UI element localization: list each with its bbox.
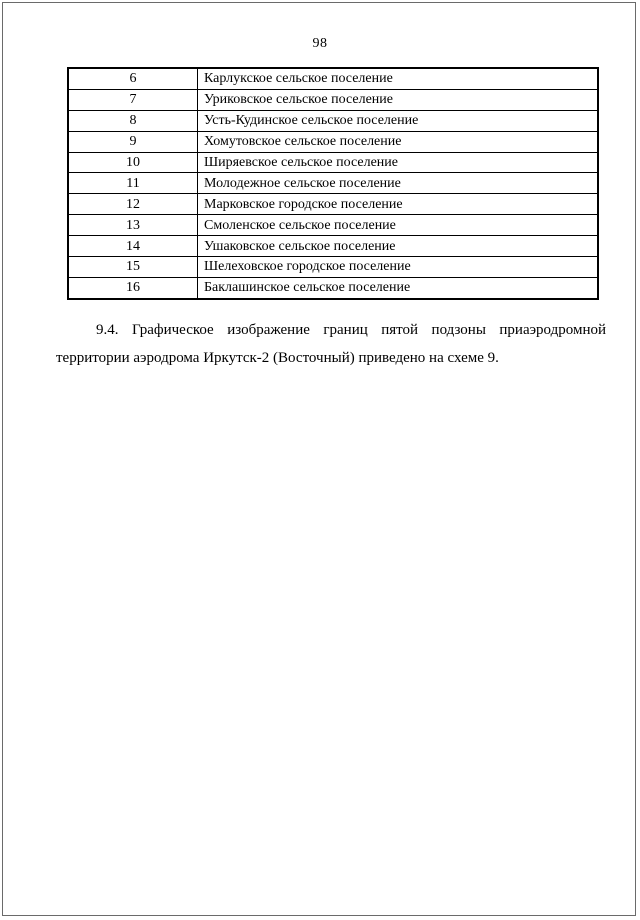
table-row xyxy=(68,152,598,173)
table-row xyxy=(68,236,598,257)
row-number: 11 xyxy=(68,173,198,194)
table-row xyxy=(68,110,598,131)
table-row xyxy=(68,194,598,215)
table-row xyxy=(68,277,598,298)
settlement-name: Хомутовское сельское поселение xyxy=(198,131,599,152)
settlement-name: Ширяевское сельское поселение xyxy=(198,152,599,173)
settlements-table xyxy=(67,67,599,300)
row-number: 9 xyxy=(68,131,198,152)
row-number: 14 xyxy=(68,236,198,257)
settlement-name: Карлукское сельское поселение xyxy=(198,68,599,89)
table-row xyxy=(68,215,598,236)
row-number: 7 xyxy=(68,89,198,110)
row-number: 12 xyxy=(68,194,198,215)
settlement-name: Шелеховское городское поселение xyxy=(198,257,599,278)
row-number: 15 xyxy=(68,257,198,278)
settlement-name: Смоленское сельское поселение xyxy=(198,215,599,236)
table-row xyxy=(68,257,598,278)
settlement-name: Баклашинское сельское поселение xyxy=(198,277,599,298)
row-number: 8 xyxy=(68,110,198,131)
table-row xyxy=(68,131,598,152)
row-number: 13 xyxy=(68,215,198,236)
table-row xyxy=(68,89,598,110)
table-row xyxy=(68,68,598,89)
settlement-name: Уриковское сельское поселение xyxy=(198,89,599,110)
page-number: 98 xyxy=(312,36,328,51)
row-number: 6 xyxy=(68,68,198,89)
paragraph-line: 9.4. Графическое изображение границ пятой подзоны приаэродромной xyxy=(96,322,606,338)
table-row xyxy=(68,173,598,194)
settlement-name: Усть-Кудинское сельское поселение xyxy=(198,110,599,131)
body-paragraph xyxy=(56,316,606,372)
row-number: 16 xyxy=(68,277,198,298)
paragraph-line: территории аэродрома Иркутск-2 (Восточный) приведено на схеме 9. xyxy=(56,350,499,366)
row-number: 10 xyxy=(68,152,198,173)
settlement-name: Ушаковское сельское поселение xyxy=(198,236,599,257)
settlement-name: Марковское городское поселение xyxy=(198,194,599,215)
settlement-name: Молодежное сельское поселение xyxy=(198,173,599,194)
